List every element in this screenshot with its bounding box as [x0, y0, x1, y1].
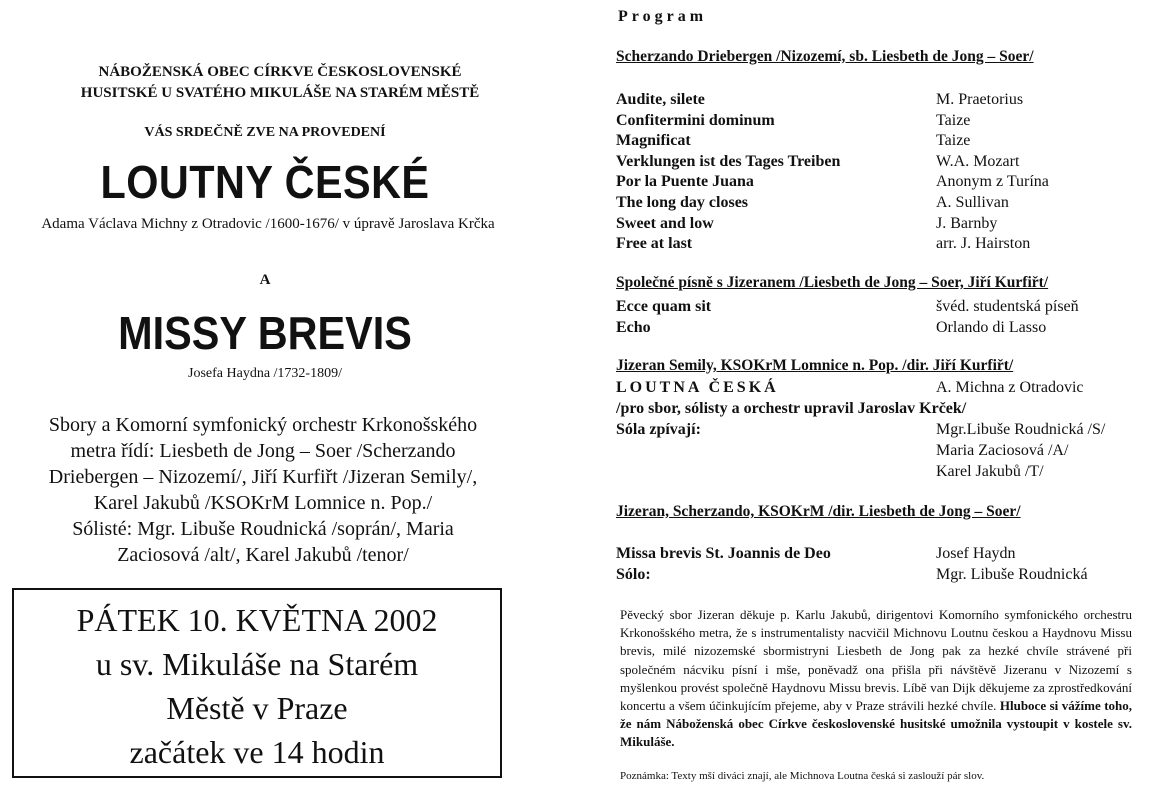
organizer-heading: [0, 62, 560, 104]
section-heading-scherzando: Scherzando Driebergen /Nizozemí, sb. Liesbeth de Jong – Soer/: [616, 48, 1034, 65]
work-subtitle-michna: Adama Václava Michny z Otradovic /1600-1676/ v úpravě Jaroslava Krčka: [41, 216, 495, 232]
composer: Anonym z Turína: [936, 173, 1049, 191]
work-title: Free at last: [616, 235, 693, 253]
invitation-page: [0, 0, 560, 804]
work-title: The long day closes: [616, 194, 749, 211]
acknowledgement-paragraph: [620, 606, 1132, 752]
performers-line: metra řídí: Liesbeth de Jong – Soer /Scherzando: [70, 440, 456, 462]
conjunction: A: [259, 272, 271, 288]
composer: Taize: [936, 111, 971, 129]
composer: J. Barnby: [936, 214, 998, 232]
work-title: Audite, silete: [616, 91, 705, 108]
composer: M. Praetorius: [936, 91, 1024, 108]
composer: Taize: [936, 132, 971, 150]
composer: A. Sullivan: [936, 194, 1009, 211]
soloist: Mgr.Libuše Roudnická /S/: [936, 421, 1106, 438]
footnote: Poznámka: Texty mší diváci znají, ale Michnova Loutna česká si zaslouží pár slov.: [620, 770, 985, 782]
performers-line: Sbory a Komorní symfonický orchestr Krkonošského: [48, 414, 478, 436]
performers-line: Zaciosová /alt/, Karel Jakubů /tenor/: [117, 544, 409, 566]
work-title: Missa brevis St. Joannis de Deo: [616, 545, 831, 562]
performers-line: Driebergen – Nizozemí/, Jiří Kurfiřt /Jizeran Semily/,: [48, 466, 478, 488]
soloist: Maria Zaciosová /A/: [936, 442, 1069, 459]
composer: švéd. studentská píseň: [936, 298, 1079, 315]
work-title: LOUTNA ČESKÁ: [616, 379, 779, 396]
work-title: Echo: [616, 318, 651, 336]
performers-line: Karel Jakubů /KSOKrM Lomnice n. Pop./: [93, 492, 433, 514]
composer: W.A. Mozart: [936, 152, 1020, 170]
event-date: PÁTEK 10. KVĚTNA 2002: [76, 602, 438, 638]
start-time: začátek ve 14 hodin: [129, 734, 385, 770]
acknowledgement-bold-text: Hluboce si vážíme toho, že nám Náboženská obec Církve československé husitské umožnila vystoupit v kostele sv. Mikuláše.: [620, 698, 1133, 750]
soloists-label: Sóla zpívají:: [616, 421, 701, 438]
work-title: Verklungen ist des Tages Treiben: [616, 152, 841, 170]
venue-line-2: Městě v Praze: [166, 690, 348, 726]
work-title: Por la Puente Juana: [616, 173, 754, 191]
work-title: Magnificat: [616, 132, 691, 150]
work-title: Sólo:: [616, 566, 651, 583]
section-heading-jizeran: Jizeran Semily, KSOKrM Lomnice n. Pop. /dir. Jiří Kurfiřt/: [616, 357, 1014, 374]
organizer-line-1: NÁBOŽENSKÁ OBEC CÍRKVE ČESKOSLOVENSKÉ: [98, 64, 462, 80]
composer: A. Michna z Otradovic: [936, 379, 1084, 396]
performers-line: Sólisté: Mgr. Libuše Roudnická /soprán/, Maria: [72, 518, 454, 540]
program-heading: Program: [618, 8, 708, 25]
venue-line-1: u sv. Mikuláše na Starém: [95, 646, 419, 682]
work-title-loutny: LOUTNY ČESKÉ: [100, 156, 430, 208]
composer: Orlando di Lasso: [936, 318, 1047, 336]
program-page: [600, 0, 1154, 804]
invitation-line: VÁS SRDEČNĚ ZVE NA PROVEDENÍ: [144, 125, 386, 140]
composer: arr. J. Hairston: [936, 235, 1031, 253]
work-title-missy: MISSY BREVIS: [118, 307, 412, 359]
work-title: Ecce quam sit: [616, 298, 712, 315]
section-heading-missa: Jizeran, Scherzando, KSOKrM /dir. Liesbeth de Jong – Soer/: [616, 503, 1021, 520]
composer: Josef Haydn: [936, 545, 1016, 562]
work-title: Confitermini dominum: [616, 111, 775, 129]
arrangement-note: /pro sbor, sólisty a orchestr upravil Jaroslav Krček/: [616, 400, 967, 417]
soloist: Karel Jakubů /T/: [936, 463, 1044, 480]
organizer-line-2: HUSITSKÉ U SVATÉHO MIKULÁŠE NA STARÉM MĚSTĚ: [80, 85, 480, 101]
work-title: Sweet and low: [616, 214, 714, 232]
date-venue-box: [12, 588, 502, 778]
section-heading-joint-songs: Společné písně s Jizeranem /Liesbeth de Jong – Soer, Jiří Kurfiřt/: [616, 274, 1049, 291]
acknowledgement-text: Pěvecký sbor Jizeran děkuje p. Karlu Jakubů, dirigentovi Komorního symfonického orchestru Krkonošského metra, že s instrumentalisty nacvičil Michnovu Loutnu českou a Haydnovu Missu brevis, milé nizozemské sbormistryni Liesbeth de Jong pak za hezké chvíle strávené při společném nácviku písní i mše, poněvadž ona přišla při návštěvě Jizeranu v Nizozemí s myšlenkou provést společně Haydnovu Missu brevis. Líbě van Dijk děkujeme za zprostředkování koncertu a všem účinkujícím přejeme, aby v Praze strávili hezké chvíle.: [620, 607, 1132, 714]
composer: Mgr. Libuše Roudnická: [936, 566, 1088, 583]
performers-paragraph: [18, 412, 508, 568]
work-subtitle-haydn: Josefa Haydna /1732-1809/: [188, 366, 342, 381]
